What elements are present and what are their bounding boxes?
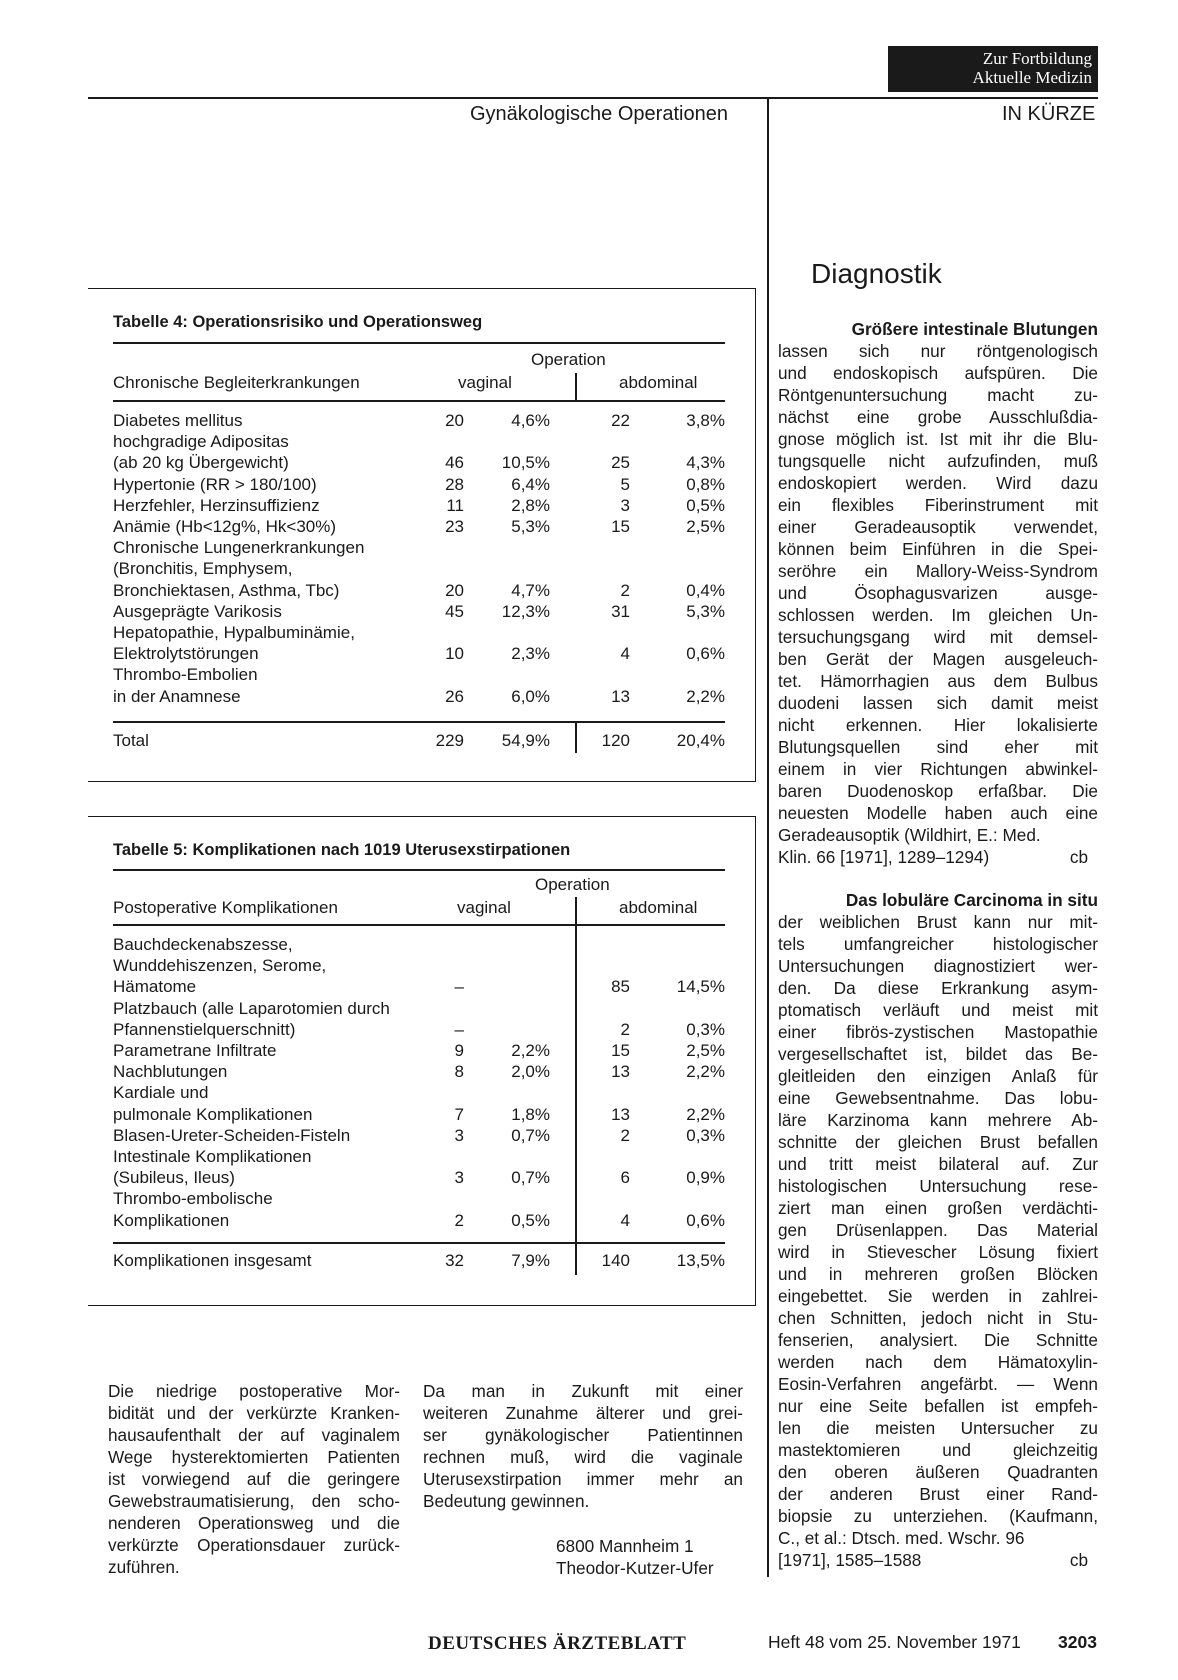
article-2-line: wird in Stievescher Lösung fixiert xyxy=(778,1242,1098,1262)
table-5-total-vn: 32 xyxy=(445,1251,464,1270)
table-5-cell-an: 13 xyxy=(611,1104,630,1124)
table-4-cell-an: 2 xyxy=(620,580,630,600)
table-5-cell-label: Intestinale Komplikationen xyxy=(113,1147,312,1166)
body-col-1-line: zuführen. xyxy=(108,1557,180,1577)
article-1-line: nicht erkennen. Hier lokalisierte xyxy=(778,715,1098,735)
body-col-1-line: Gewebstraumatisierung, den scho- xyxy=(108,1491,400,1511)
body-col-2-line: ser gynäkologischer Patientinnen xyxy=(423,1425,743,1445)
table-4-col-abdominal: abdominal xyxy=(619,373,698,392)
article-1-line: endoskopiert werden. Wird dazu xyxy=(778,473,1098,493)
table-5-cell-label: Bauchdeckenabszesse, xyxy=(113,935,293,954)
table-4-cell-an: 22 xyxy=(611,411,630,430)
article-2-line: eine Gewebsentnahme. Das lobu- xyxy=(778,1088,1098,1108)
article-2-line: chen Schnitten, jedoch nicht in Stu- xyxy=(778,1308,1098,1328)
table-4-cell-vp: 12,3% xyxy=(501,601,550,621)
table-4-cell-label: Herzfehler, Herzinsuffizienz xyxy=(113,495,320,515)
body-col-2-line: Da man in Zukunft mit einer xyxy=(423,1381,743,1401)
table-4-rule-header xyxy=(113,400,725,402)
table-4-total-label: Total xyxy=(113,731,149,750)
table-4-title: Tabelle 4: Operationsrisiko und Operationsweg xyxy=(113,313,483,331)
table-5-cell-ap: 0,6% xyxy=(686,1210,725,1230)
article-2-line: Eosin-Verfahren angefärbt. — Wenn xyxy=(778,1374,1098,1394)
badge-line-2: Aktuelle Medizin xyxy=(972,68,1092,87)
article-2-line: vergesellschaftet ist, bildet das Be- xyxy=(778,1044,1098,1064)
table-4-cell-vn: 20 xyxy=(445,411,464,430)
table-5-cell-ap: 2,5% xyxy=(686,1041,725,1060)
table-5-col-label: Postoperative Komplikationen xyxy=(113,898,338,917)
table-4-cell-ap: 0,4% xyxy=(686,580,725,600)
table-4-cell-vp: 5,3% xyxy=(511,517,550,536)
article-2-line: nur eine Seite befallen ist empfeh- xyxy=(778,1396,1098,1416)
body-col-1-line: verkürzte Operationsdauer zurück- xyxy=(108,1535,400,1555)
body-col-2-line: Uterusexstirpation immer mehr an xyxy=(423,1469,743,1489)
table-5-total-vp: 7,9% xyxy=(511,1251,550,1270)
article-2-line: eingebettet. Sie werden in zahlrei- xyxy=(778,1286,1098,1306)
table-5-cell-vn: 2 xyxy=(454,1210,464,1230)
body-col-2-line: Bedeutung gewinnen. xyxy=(423,1491,590,1511)
article-2-line: den oberen äußeren Quadranten xyxy=(778,1462,1098,1482)
table-5-title: Tabelle 5: Komplikationen nach 1019 Uterusexstirpationen xyxy=(113,841,571,859)
article-1-line: tungsquelle nicht aufzufinden, muß xyxy=(778,451,1098,471)
article-1-line: Röntgenuntersuchung macht zu- xyxy=(778,385,1098,405)
article-2-line: fenserien, analysiert. Die Schnitte xyxy=(778,1330,1098,1350)
table-4-cell-ap: 0,8% xyxy=(686,474,725,494)
article-2-line: gleitleiden den einzigen Anlaß für xyxy=(778,1066,1098,1086)
table-4-col-vaginal: vaginal xyxy=(458,373,512,392)
table-4-cell-an: 25 xyxy=(611,453,630,473)
header-rule xyxy=(88,97,1098,99)
table-4-cell-label: Hypertonie (RR > 180/100) xyxy=(113,474,317,494)
table-4-cell-label: Chronische Lungenerkrankungen xyxy=(113,538,365,558)
table-5-cell-ap: 14,5% xyxy=(676,977,725,997)
article-1-line: Blutungsquellen sind eher mit xyxy=(778,737,1098,757)
table-4-cell-an: 13 xyxy=(611,686,630,706)
article-2-line: und in mehreren großen Blöcken xyxy=(778,1264,1098,1284)
table-5-cell-label: Komplikationen xyxy=(113,1210,230,1230)
table-5-cell-an: 2 xyxy=(620,1125,630,1145)
table-5-total-label: Komplikationen insgesamt xyxy=(113,1251,312,1270)
table-4-total-ap: 20,4% xyxy=(676,731,725,750)
table-5-cell-label: Parametrane Infiltrate xyxy=(113,1041,277,1060)
table-5-cell-label: Hämatome xyxy=(113,977,197,997)
table-4-cell-vp: 2,8% xyxy=(511,495,550,515)
article-2-line: ziert man einen großen verdächti- xyxy=(778,1198,1098,1218)
table-5-cell-ap: 2,2% xyxy=(686,1104,725,1124)
table-5-cell-an: 13 xyxy=(611,1062,630,1082)
table-5-cell-vn: 9 xyxy=(454,1041,464,1060)
table-4-cell-an: 15 xyxy=(611,517,630,536)
table-4-cell-an: 31 xyxy=(611,601,630,621)
table-4-cell-vp: 4,7% xyxy=(511,580,550,600)
table-4-total-an: 120 xyxy=(601,731,630,750)
table-4-cell-label: Ausgeprägte Varikosis xyxy=(113,601,282,621)
table-4-cell-an: 4 xyxy=(620,644,630,664)
article-1-line: ben Gerät der Magen ausgeleuch- xyxy=(778,649,1098,669)
body-col-1-line: nenderen Operationsweg und die xyxy=(108,1513,400,1533)
table-5-cell-vn: 3 xyxy=(454,1125,464,1145)
table-4-divider-total xyxy=(575,723,577,753)
body-column-1 xyxy=(108,1380,400,1578)
sidebar-heading: Diagnostik xyxy=(811,258,942,289)
table-5-cell-vp: 0,5% xyxy=(511,1210,550,1230)
body-col-2-line: weiteren Zunahme älterer und grei- xyxy=(423,1403,743,1423)
footer-brand: DEUTSCHES ÄRZTEBLATT xyxy=(428,1633,687,1654)
article-1-line: gnose möglich ist. Ist mit ihr die Blu- xyxy=(778,429,1098,449)
article-2-line: C., et al.: Dtsch. med. Wschr. 96 xyxy=(778,1528,1025,1548)
article-1-line: einer Geradeausoptik verwendet, xyxy=(778,517,1098,537)
article-1-line: Geradeausoptik (Wildhirt, E.: Med. xyxy=(778,825,1041,845)
article-2-line: histologischen Untersuchung rese- xyxy=(778,1176,1098,1196)
article-1-line: schlossen werden. Im gleichen Un- xyxy=(778,605,1098,625)
table-5-cell-vn: 8 xyxy=(454,1062,464,1082)
table-5-total-an: 140 xyxy=(601,1251,630,1270)
table-4-cell-ap: 2,2% xyxy=(686,686,725,706)
article-1-last-line: Klin. 66 [1971], 1289–1294) xyxy=(778,847,990,867)
table-5-cell-label: Kardiale und xyxy=(113,1083,209,1103)
column-title: IN KÜRZE xyxy=(1002,103,1096,125)
table-5-cell-label: Wunddehiszenzen, Serome, xyxy=(113,956,327,976)
table-4-cell-ap: 0,5% xyxy=(686,495,725,515)
table-4-cell-an: 5 xyxy=(620,474,630,494)
article-2-line: tels umfangreicher histologischer xyxy=(778,934,1098,954)
table-5-cell-label: Pfannenstielquerschnitt) xyxy=(113,1019,296,1039)
table-4-cell-ap: 0,6% xyxy=(686,644,725,664)
table-4-cell-label: Diabetes mellitus xyxy=(113,411,243,430)
article-1-line: ein flexibles Fiberinstrument mit xyxy=(778,495,1098,515)
table-5-cell-vn: – xyxy=(454,977,464,997)
table-5-cell-vn: 3 xyxy=(454,1168,464,1188)
table-4-cell-vn: 45 xyxy=(445,601,464,621)
table-5-cell-label: Nachblutungen xyxy=(113,1062,228,1082)
article-2-line: und tritt meist bilateral auf. Zur xyxy=(778,1154,1098,1174)
table-5-cell-vp: 0,7% xyxy=(511,1125,550,1145)
article-2-line: läre Karzinoma kann mehrere Ab- xyxy=(778,1110,1098,1130)
article-2-line: gen Drüsenlappen. Das Material xyxy=(778,1220,1098,1240)
table-5-cell-vp: 2,2% xyxy=(511,1041,550,1060)
table-5-cell-vp: 2,0% xyxy=(511,1062,550,1082)
table-5-cell-label: Blasen-Ureter-Scheiden-Fisteln xyxy=(113,1125,351,1145)
article-2-line: der weiblichen Brust kann nur mit- xyxy=(778,912,1098,932)
table-5-cell-an: 85 xyxy=(611,977,630,997)
column-separator xyxy=(767,97,769,1577)
table-5-total-ap: 13,5% xyxy=(676,1251,725,1270)
body-col-1-line: ist vorwiegend auf die geringere xyxy=(108,1469,400,1489)
table-4-cell-ap: 3,8% xyxy=(686,411,725,430)
table-5-cell-an: 15 xyxy=(611,1041,630,1060)
table-4-cell-label: in der Anamnese xyxy=(113,686,241,706)
article-2-line: schnitte der gleichen Brust befallen xyxy=(778,1132,1098,1152)
table-5-cell-label: pulmonale Komplikationen xyxy=(113,1104,313,1124)
table-5-cell-label: Platzbauch (alle Laparotomien durch xyxy=(113,998,390,1018)
table-5-cell-vn: 7 xyxy=(454,1104,464,1124)
table-4-cell-label: (ab 20 kg Übergewicht) xyxy=(113,453,289,473)
table-4-group-header: Operation xyxy=(531,350,606,369)
table-5-cell-an: 2 xyxy=(620,1019,630,1039)
footer-issue: Heft 48 vom 25. November 1971 xyxy=(768,1632,1021,1652)
article-1-line: lassen sich nur röntgenologisch xyxy=(778,341,1098,361)
section-title: Gynäkologische Operationen xyxy=(470,103,728,125)
article-2-line: einer fibrös-zystischen Mastopathie xyxy=(778,1022,1098,1042)
section-badge xyxy=(888,46,1098,92)
table-4-divider-header xyxy=(575,373,577,400)
table-5-cell-ap: 0,3% xyxy=(686,1019,725,1039)
table-5-cell-vp: 0,7% xyxy=(511,1168,550,1188)
address-line-2: Theodor-Kutzer-Ufer xyxy=(556,1558,714,1578)
table-4-cell-vp: 6,4% xyxy=(511,474,550,494)
table-4-cell-vn: 26 xyxy=(445,686,464,706)
table-4-cell-ap: 4,3% xyxy=(686,453,725,473)
table-5-col-vaginal: vaginal xyxy=(457,898,511,917)
article-1-line: einem in vier Richtungen abwinkel- xyxy=(778,759,1098,779)
table-4-cell-vn: 28 xyxy=(445,474,464,494)
article-1-lead: Größere intestinale Blutungen xyxy=(851,319,1098,339)
table-4-cell-vp: 4,6% xyxy=(511,411,550,430)
article-1-line: tersuchungsgang wird mit demsel- xyxy=(778,627,1098,647)
table-4-cell-vp: 2,3% xyxy=(511,644,550,664)
table-4-total-vn: 229 xyxy=(435,731,464,750)
article-1-line: können beim Einführen in die Spei- xyxy=(778,539,1098,559)
table-5-col-abdominal: abdominal xyxy=(619,898,698,917)
article-1-line: neuesten Modelle haben auch eine xyxy=(778,803,1098,823)
table-5-cell-an: 4 xyxy=(620,1210,630,1230)
table-4-cell-label: (Bronchitis, Emphysem, xyxy=(113,559,293,579)
article-2-line: Untersuchungen diagnostiziert wer- xyxy=(778,956,1098,976)
address-line-1: 6800 Mannheim 1 xyxy=(556,1536,694,1556)
body-col-1-line: Wege hysterektomierten Patienten xyxy=(108,1447,400,1467)
body-column-2 xyxy=(423,1380,743,1512)
table-4-cell-ap: 2,5% xyxy=(686,517,725,536)
article-2-line: ptomatisch verläuft und meist mit xyxy=(778,1000,1098,1020)
table-5-divider xyxy=(575,897,577,1275)
table-4-cell-vn: 46 xyxy=(445,453,464,473)
table-5-rule-header xyxy=(113,924,725,926)
table-5-rule-total xyxy=(113,1242,725,1244)
article-1-line: baren Duodenoskop erfaßbar. Die xyxy=(778,781,1098,801)
badge-line-1: Zur Fortbildung xyxy=(982,49,1092,68)
table-4-cell-label: Thrombo-Embolien xyxy=(113,665,258,685)
body-col-1-line: hausaufenthalt der auf vaginalem xyxy=(108,1425,400,1445)
table-4-rule-top xyxy=(113,342,725,344)
table-4-cell-vn: 23 xyxy=(445,517,464,536)
article-2-line: werden nach dem Hämatoxylin- xyxy=(778,1352,1098,1372)
table-5-cell-vn: – xyxy=(454,1019,464,1039)
article-1-line: tet. Hämorrhagien aus dem Bulbus xyxy=(778,671,1098,691)
table-4-cell-an: 3 xyxy=(620,495,630,515)
article-2-line: biopsie zu unterziehen. (Kaufmann, xyxy=(778,1506,1098,1526)
table-4-rule-total xyxy=(113,721,725,723)
table-4-cell-ap: 5,3% xyxy=(686,601,725,621)
table-4-col-label: Chronische Begleiterkrankungen xyxy=(113,373,360,392)
article-1-sign: cb xyxy=(1069,847,1088,867)
article-2-line: der anderen Brust einer Rand- xyxy=(778,1484,1098,1504)
body-col-2-line: rechnen muß, wird die vaginale xyxy=(423,1447,743,1467)
table-4-cell-vp: 6,0% xyxy=(511,686,550,706)
footer-page-number: 3203 xyxy=(1058,1632,1097,1652)
sidebar-article-2 xyxy=(778,889,1098,1571)
table-5-cell-vp: 1,8% xyxy=(511,1104,550,1124)
article-1-line: duodeni lassen sich damit meist xyxy=(778,693,1098,713)
article-2-sign: cb xyxy=(1069,1550,1088,1570)
table-5-cell-ap: 0,9% xyxy=(686,1168,725,1188)
table-4-cell-vp: 10,5% xyxy=(501,453,550,473)
table-4-cell-label: Hepatopathie, Hypalbuminämie, xyxy=(113,623,355,642)
table-5-cell-ap: 0,3% xyxy=(686,1125,725,1145)
table-5-group-header: Operation xyxy=(535,875,610,894)
table-4-cell-label: Elektrolytstörungen xyxy=(113,644,259,664)
table-5-cell-label: Thrombo-embolische xyxy=(113,1189,273,1209)
article-2-line: mastektomieren und gleichzeitig xyxy=(778,1440,1098,1460)
article-1-line: und Ösophagusvarizen ausge- xyxy=(778,583,1098,603)
table-5-cell-an: 6 xyxy=(620,1168,630,1188)
article-1-line: seröhre ein Mallory-Weiss-Syndrom xyxy=(778,561,1098,581)
article-2-last-line: [1971], 1585–1588 xyxy=(778,1550,922,1570)
article-1-line: nächst eine grobe Ausschlußdia- xyxy=(778,407,1098,427)
table-4-total-vp: 54,9% xyxy=(501,731,550,750)
article-2-line: den. Da diese Erkrankung asym- xyxy=(778,978,1098,998)
article-2-line: len die meisten Untersucher zu xyxy=(778,1418,1098,1438)
table-4-cell-vn: 10 xyxy=(445,644,464,664)
table-4-cell-label: hochgradige Adipositas xyxy=(113,432,289,452)
body-col-1-line: Die niedrige postoperative Mor- xyxy=(108,1381,400,1401)
article-2-lead: Das lobuläre Carcinoma in situ xyxy=(845,890,1098,910)
body-col-1-line: bidität und der verkürzte Kranken- xyxy=(108,1403,400,1423)
table-4-cell-vn: 11 xyxy=(446,495,464,515)
sidebar-article-1 xyxy=(778,318,1098,868)
article-1-line: und endoskopisch aufspüren. Die xyxy=(778,363,1098,383)
table-5-cell-ap: 2,2% xyxy=(686,1062,725,1082)
table-5-rule-top xyxy=(113,869,725,871)
table-5-cell-label: (Subileus, Ileus) xyxy=(113,1168,235,1188)
table-4-cell-label: Anämie (Hb<12g%, Hk<30%) xyxy=(113,517,337,536)
table-4-cell-vn: 20 xyxy=(445,580,464,600)
table-4-cell-label: Bronchiektasen, Asthma, Tbc) xyxy=(113,580,340,600)
